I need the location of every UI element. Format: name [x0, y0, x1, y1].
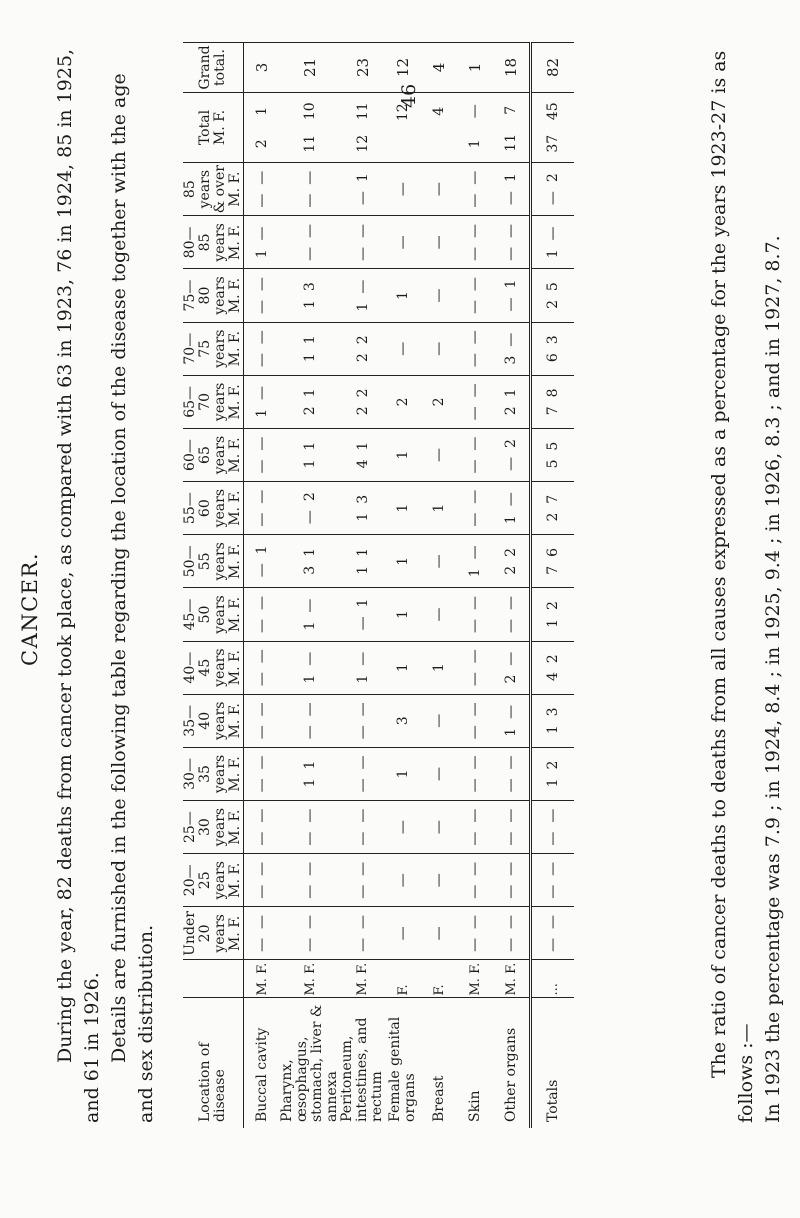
row-location: Totals — [531, 998, 575, 1128]
age-cell: — — [385, 907, 421, 960]
header-age-label: 30—35 years — [182, 754, 228, 794]
row-location: Breast — [421, 998, 457, 1128]
header-age-label: 35—40 years — [182, 701, 228, 741]
row-total-mf — [280, 93, 340, 163]
age-cell: — — — [457, 694, 493, 747]
age-cell: — — — [340, 854, 385, 907]
age-cell: 1 — — [493, 482, 531, 535]
age-cell: — — [421, 322, 457, 375]
age-cell: — — — [244, 907, 281, 960]
header-age-label: Under 20 years — [182, 911, 228, 956]
age-cell: — — — [457, 747, 493, 800]
age-cell: 1 1 — [280, 322, 340, 375]
header-age-mf: M. F. — [227, 650, 243, 686]
row-total-mf — [244, 93, 281, 163]
age-cell: — — [385, 322, 421, 375]
footer-paragraph — [706, 43, 787, 1123]
total-male: 11 — [503, 133, 519, 152]
header-total — [183, 93, 244, 163]
age-cell: 2 — — [493, 641, 531, 694]
header-age-9 — [183, 428, 244, 481]
row-total-mf — [493, 93, 531, 163]
header-age-mf: M. F. — [227, 703, 243, 739]
age-cell: 1 — — [280, 588, 340, 641]
header-age-mf: M. F. — [227, 224, 243, 260]
row-total-mf — [385, 93, 421, 163]
age-cell: — — — [493, 801, 531, 854]
header-age-label: 40—45 years — [182, 648, 228, 687]
table-row — [493, 43, 531, 1129]
header-age-10 — [183, 375, 244, 428]
total-female: — — [467, 104, 483, 119]
header-age-6 — [183, 588, 244, 641]
age-cell: — — [421, 588, 457, 641]
header-age-mf: M. F. — [227, 915, 243, 952]
header-age-label: 25—30 years — [182, 807, 228, 847]
age-cell: — — — [244, 694, 281, 747]
age-cell: 6 3 — [531, 322, 575, 375]
header-age-mf: M. F. — [227, 437, 243, 473]
header-total-label: Total — [197, 109, 213, 146]
header-grand-total: Grand total. — [183, 43, 244, 93]
age-cell: — — — [457, 641, 493, 694]
age-cell: — — [421, 747, 457, 800]
age-cell: — — — [280, 163, 340, 216]
header-age-12 — [183, 269, 244, 322]
total-female: 45 — [545, 102, 561, 121]
total-pair — [467, 95, 483, 160]
header-age-3 — [183, 747, 244, 800]
age-cell: — — — [340, 801, 385, 854]
age-cell: — — — [244, 588, 281, 641]
age-cell: 1 3 — [280, 269, 340, 322]
age-cell: — — — [493, 747, 531, 800]
age-cell: 1 — [385, 269, 421, 322]
age-cell: — — [385, 854, 421, 907]
header-age-2 — [183, 801, 244, 854]
age-cell: — — — [457, 216, 493, 269]
table-row — [385, 43, 421, 1129]
age-cell: — — — [244, 428, 281, 481]
row-location: Buccal cavity — [244, 998, 281, 1128]
age-cell: — — — [280, 907, 340, 960]
header-age-label: 20—25 years — [182, 861, 228, 900]
intro-paragraph — [52, 43, 160, 1123]
age-cell: — — — [457, 907, 493, 960]
total-pair — [431, 95, 447, 160]
age-cell: — — — [244, 269, 281, 322]
row-grand-total: 4 — [421, 43, 457, 93]
header-age-label: 60—65 years — [182, 435, 228, 475]
table-row — [280, 43, 340, 1129]
age-cell: — — [421, 907, 457, 960]
total-male — [431, 137, 447, 151]
row-location: Other organs — [493, 998, 531, 1128]
total-male: 11 — [302, 134, 318, 153]
row-grand-total: 21 — [280, 43, 340, 93]
header-age-mf: M. F. — [227, 862, 243, 898]
age-cell: 1 2 — [531, 588, 575, 641]
age-cell: 2 1 — [280, 375, 340, 428]
age-cell: 2 1 — [493, 375, 531, 428]
header-sex — [183, 960, 244, 998]
age-cell: — — [421, 216, 457, 269]
age-cell: — — — [493, 854, 531, 907]
row-sex: M. F. — [493, 960, 531, 998]
header-age-8 — [183, 482, 244, 535]
row-total-mf — [340, 93, 385, 163]
age-cell: — — — [340, 747, 385, 800]
header-total-mf: M. F. — [212, 109, 228, 146]
age-cell: 7 6 — [531, 535, 575, 588]
age-cell: — — — [340, 694, 385, 747]
age-cell: 1 — [385, 641, 421, 694]
intro-line-1: During the year, 82 deaths from cancer took place, as compared with 63 in 1923, 76 in 1924, 85 in 1925, and 61 in 1926. — [54, 48, 103, 1123]
age-cell: — — — [340, 907, 385, 960]
age-cell: 4 2 — [531, 641, 575, 694]
age-cell: 1 — [385, 482, 421, 535]
age-cell: — — — [531, 854, 575, 907]
age-cell: — — [421, 428, 457, 481]
age-cell: 2 2 — [493, 535, 531, 588]
age-cell: 7 8 — [531, 375, 575, 428]
header-age-mf: M. F. — [227, 543, 243, 579]
age-cell: — — — [280, 216, 340, 269]
age-cell: 1 — — [244, 375, 281, 428]
age-cell: 4 1 — [340, 428, 385, 481]
row-total-mf — [421, 93, 457, 163]
section-title: CANCER. — [18, 552, 42, 666]
header-age-label: 70—75 years — [182, 329, 228, 368]
age-cell: — 2 — [280, 482, 340, 535]
total-female: 10 — [302, 102, 318, 121]
table-row — [457, 43, 493, 1129]
total-pair — [545, 95, 561, 160]
header-age-label: 65—70 years — [182, 382, 228, 422]
row-grand-total: 23 — [340, 43, 385, 93]
age-cell: — — — [457, 322, 493, 375]
cancer-table — [183, 42, 574, 1128]
header-age-4 — [183, 694, 244, 747]
age-cell: 1 — [385, 428, 421, 481]
totals-row — [531, 43, 575, 1129]
age-cell: 2 2 — [340, 322, 385, 375]
age-cell: 1 — — [340, 641, 385, 694]
age-cell: — — — [340, 216, 385, 269]
header-age-mf: M. F. — [227, 490, 243, 526]
total-male: 37 — [545, 134, 561, 153]
age-cell: 1 — — [244, 216, 281, 269]
age-cell: 1 3 — [340, 482, 385, 535]
header-age-mf: M. F. — [227, 384, 243, 420]
table-row — [340, 43, 385, 1129]
age-cell: — 1 — [493, 163, 531, 216]
age-cell: 1 3 — [531, 694, 575, 747]
total-female: 12 — [395, 103, 411, 122]
age-cell: 1 — [385, 747, 421, 800]
total-female: 4 — [431, 106, 447, 116]
age-cell: 1 1 — [280, 747, 340, 800]
age-cell: — 1 — [244, 535, 281, 588]
age-cell: — — [385, 801, 421, 854]
age-cell: — — — [280, 694, 340, 747]
age-cell: — — — [531, 801, 575, 854]
total-pair — [302, 95, 318, 160]
row-grand-total: 82 — [531, 43, 575, 93]
age-cell: — — [421, 269, 457, 322]
age-cell: 1 1 — [340, 535, 385, 588]
header-age-13 — [183, 216, 244, 269]
age-cell: — 1 — [493, 269, 531, 322]
age-cell: — — — [457, 588, 493, 641]
age-cell: 1 — — [280, 641, 340, 694]
row-grand-total: 3 — [244, 43, 281, 93]
age-cell: — — — [457, 482, 493, 535]
age-cell: 2 — [385, 375, 421, 428]
header-age-14 — [183, 163, 244, 216]
header-age-mf: M. F. — [227, 331, 243, 367]
total-male: 12 — [354, 134, 371, 153]
row-location: Skin — [457, 998, 493, 1128]
row-location: Female genital organs — [385, 998, 421, 1128]
age-cell: 3 1 — [280, 535, 340, 588]
total-male: 2 — [254, 139, 270, 149]
age-cell: 1 — [421, 482, 457, 535]
age-cell: 5 5 — [531, 428, 575, 481]
age-cell: — — [421, 694, 457, 747]
age-cell: — — — [457, 269, 493, 322]
header-age-5 — [183, 641, 244, 694]
age-cell: — — [421, 854, 457, 907]
table-body — [244, 43, 575, 1129]
header-age-label: 85 years & over — [182, 165, 228, 214]
age-cell: 3 — [385, 694, 421, 747]
total-pair — [254, 95, 270, 160]
age-cell: — 1 — [340, 588, 385, 641]
total-pair — [503, 95, 519, 160]
header-age-label: 55—60 years — [182, 488, 228, 528]
age-cell: — — — [493, 588, 531, 641]
age-cell: 2 2 — [340, 375, 385, 428]
header-age-mf: M. F. — [227, 171, 243, 207]
age-cell: 1 — — [531, 216, 575, 269]
row-total-mf — [531, 93, 575, 163]
header-age-label: 50—55 years — [182, 542, 228, 581]
row-sex: ... — [531, 960, 575, 998]
age-cell: 1 2 — [531, 747, 575, 800]
age-cell: 1 — — [493, 694, 531, 747]
header-age-7 — [183, 535, 244, 588]
table-row — [421, 43, 457, 1129]
row-grand-total: 12 — [385, 43, 421, 93]
age-cell: — — — [493, 216, 531, 269]
age-cell: — — — [280, 801, 340, 854]
age-cell: — — — [493, 907, 531, 960]
header-age-1 — [183, 854, 244, 907]
total-female: 11 — [354, 102, 371, 121]
header-age-0 — [183, 907, 244, 960]
footer-line-2: In 1923 the percentage was 7.9 ; in 1924, 8.4 ; in 1925, 9.4 ; in 1926, 8.3 ; and in 1927, 8.7. — [762, 235, 784, 1123]
age-cell: — — — [457, 375, 493, 428]
age-cell: — — — [244, 801, 281, 854]
age-cell: 1 — [385, 588, 421, 641]
age-cell: 1 1 — [280, 428, 340, 481]
table-row — [244, 43, 281, 1129]
total-female: 1 — [254, 106, 270, 116]
header-age-label: 80—85 years — [182, 223, 228, 262]
page-number: 46 — [398, 83, 420, 108]
header-age-mf: M. F. — [227, 596, 243, 633]
total-female: 7 — [503, 105, 519, 115]
row-total-mf — [457, 93, 493, 163]
age-cell: — — — [244, 641, 281, 694]
header-location: Location of disease — [183, 998, 244, 1128]
total-male — [395, 138, 411, 152]
header-age-label: 75—80 years — [182, 276, 228, 315]
age-cell: 2 7 — [531, 482, 575, 535]
total-pair — [395, 95, 411, 160]
row-sex: M. F. — [244, 960, 281, 998]
age-cell: — — — [457, 428, 493, 481]
age-cell: 2 5 — [531, 269, 575, 322]
age-cell: — — — [280, 854, 340, 907]
age-cell: — — — [244, 747, 281, 800]
row-grand-total: 1 — [457, 43, 493, 93]
age-cell: — 2 — [531, 163, 575, 216]
age-cell: — — [421, 535, 457, 588]
age-cell: 3 — — [493, 322, 531, 375]
row-location: Pharynx, œsophagus, stomach, liver & annexa — [280, 998, 340, 1128]
age-cell: — — — [244, 163, 281, 216]
age-cell: 1 — — [340, 269, 385, 322]
age-cell: 1 — [385, 535, 421, 588]
header-age-mf: M. F. — [227, 277, 243, 314]
row-sex: M. F. — [457, 960, 493, 998]
footer-line-1: The ratio of cancer deaths to deaths from all causes expressed as a percentage for the years 1923-27 is as follows :— — [708, 50, 757, 1123]
header-age-11 — [183, 322, 244, 375]
age-cell: — — — [531, 907, 575, 960]
row-sex: M. F. — [280, 960, 340, 998]
age-cell: — — — [244, 854, 281, 907]
age-cell: — 1 — [340, 163, 385, 216]
age-cell: — — — [457, 854, 493, 907]
row-sex: F. — [421, 960, 457, 998]
age-cell: 1 — [421, 641, 457, 694]
header-age-label: 45—50 years — [182, 595, 228, 634]
age-cell: — — — [457, 801, 493, 854]
header-age-mf: M. F. — [227, 809, 243, 845]
total-pair — [355, 95, 371, 160]
total-male: 1 — [467, 139, 483, 149]
age-cell: — — — [244, 322, 281, 375]
row-grand-total: 18 — [493, 43, 531, 93]
age-cell: — — [385, 163, 421, 216]
age-cell: — — [421, 801, 457, 854]
intro-line-2: Details are furnished in the following table regarding the location of the disease together with the age and sex distribution. — [108, 73, 157, 1123]
table-header-row — [183, 43, 244, 1129]
header-age-mf: M. F. — [227, 756, 243, 792]
age-cell: — — — [457, 163, 493, 216]
age-cell: — — [385, 216, 421, 269]
row-sex: F. — [385, 960, 421, 998]
age-cell: — 2 — [493, 428, 531, 481]
age-cell: — — — [244, 482, 281, 535]
age-cell: 1 — — [457, 535, 493, 588]
age-cell: — — [421, 163, 457, 216]
row-sex: M. F. — [340, 960, 385, 998]
age-cell: 2 — [421, 375, 457, 428]
row-location: Peritoneum, intestines, and rectum — [340, 998, 385, 1128]
